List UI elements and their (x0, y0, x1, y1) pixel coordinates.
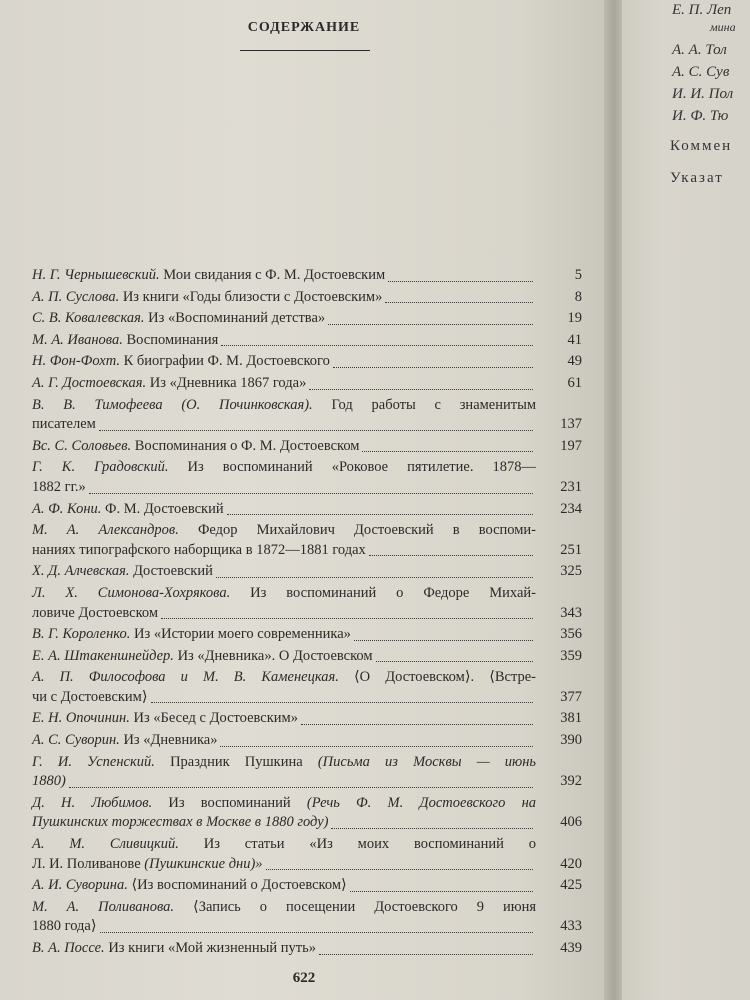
entry-subtitle-cont: 1880) (32, 773, 66, 790)
entry-author: А. П. Суслова. (32, 288, 120, 305)
table-of-contents (32, 266, 582, 961)
entry-page: 49 (567, 353, 582, 370)
entry-title: Из «Дневника 1867 года» (149, 374, 307, 391)
entry-author: Н. Г. Чернышевский. (32, 267, 160, 283)
book-page-right (622, 0, 750, 1000)
entry-title-cont: 1880 года⟩ (32, 918, 97, 935)
toc-entry[interactable] (32, 647, 582, 667)
entry-title: ⟨Запись о посещении Достоевского 9 июня (193, 898, 537, 915)
entry-page: 377 (560, 688, 582, 705)
entry-author: А. М. Сливицкий. (32, 836, 179, 853)
entry-title: ⟨О Достоевском⟩. ⟨Встре- (354, 669, 537, 686)
entry-author: Е. Н. Опочинин. (32, 710, 130, 727)
entry-title: Федор Михайлович Достоевский в воспоми- (197, 522, 537, 539)
entry-page: 197 (560, 437, 582, 454)
toc-entry[interactable] (32, 352, 582, 372)
entry-author: Г. И. Успенский. (32, 753, 155, 770)
entry-author: М. А. Александров. (32, 522, 179, 539)
entry-author: А. С. Суворин. (32, 732, 120, 749)
entry-page: 390 (560, 732, 582, 749)
entry-title: Из статьи «Из моих воспоминаний о (203, 836, 536, 853)
toc-entry[interactable] (32, 396, 582, 435)
toc-entry[interactable] (32, 753, 582, 792)
toc-entry[interactable] (32, 584, 582, 623)
entry-title-cont: наниях типографского наборщика в 1872—1881 годах (32, 541, 366, 558)
toc-entry[interactable] (32, 288, 582, 308)
entry-subtitle: (Речь Ф. М. Достоевского на (306, 794, 537, 811)
entry-page: 41 (567, 331, 582, 348)
toc-entry[interactable] (32, 625, 582, 645)
next-page-line: И. Ф. Тю (672, 108, 729, 124)
entry-page: 61 (567, 374, 582, 391)
entry-title: Из книги «Годы близости с Достоевским» (122, 288, 383, 305)
entry-author: В. В. Тимофеева (О. Починковская). (32, 396, 313, 413)
entry-title: Мои свидания с Ф. М. Достоевским (163, 267, 386, 283)
toc-entry[interactable] (32, 266, 582, 286)
toc-entry[interactable] (32, 374, 582, 394)
entry-author: С. В. Ковалевская. (32, 310, 145, 327)
entry-page: 8 (574, 288, 582, 305)
toc-entry[interactable] (32, 500, 582, 520)
entry-title-cont: писателем (32, 416, 96, 433)
entry-title-cont: ловиче Достоевском (32, 604, 159, 621)
entry-subtitle: (Письма из Москвы — июнь (317, 753, 537, 770)
entry-title: Ф. М. Достоевский (105, 500, 224, 517)
entry-author: Е. А. Штакеншнейдер. (32, 647, 174, 664)
toc-entry[interactable] (32, 876, 582, 896)
next-page-line: И. И. Пол (672, 86, 734, 102)
entry-title: ⟨Из воспоминаний о Достоевском⟩ (131, 877, 347, 894)
entry-page: 356 (560, 626, 582, 643)
toc-entry[interactable] (32, 939, 582, 959)
toc-entry[interactable] (32, 835, 582, 874)
toc-entry[interactable] (32, 331, 582, 351)
entry-page: 251 (560, 541, 582, 558)
entry-author: Л. Х. Симонова-Хохрякова. (32, 584, 231, 601)
toc-entry[interactable] (32, 898, 582, 937)
entry-author: Г. К. Градовский. (32, 459, 169, 476)
entry-page: 231 (560, 478, 582, 495)
entry-author: М. А. Поливанова. (32, 898, 175, 915)
entry-title: К биографии Ф. М. Достоевского (123, 353, 330, 370)
entry-title-cont: 1882 гг.» (32, 478, 86, 495)
entry-subtitle-cont: Пушкинских торжествах в Москве в 1880 году) (32, 814, 329, 831)
entry-page: 439 (560, 940, 582, 956)
toc-entry[interactable] (32, 709, 582, 729)
entry-page: 19 (567, 310, 582, 327)
entry-author: В. Г. Короленко. (32, 626, 131, 643)
entry-page: 137 (560, 416, 582, 433)
title-underline (240, 50, 370, 51)
entry-page: 343 (560, 604, 582, 621)
next-page-heading: Коммен (670, 138, 733, 154)
page-title: СОДЕРЖАНИЕ (247, 20, 361, 35)
entry-title: Из воспоминаний (168, 794, 291, 811)
toc-entry[interactable] (32, 521, 582, 560)
entry-page: 325 (560, 563, 582, 580)
entry-page: 420 (560, 855, 582, 872)
entry-title-cont: Л. И. Поливанове (32, 855, 141, 872)
page-number: 622 (292, 970, 316, 986)
toc-entry[interactable] (32, 731, 582, 751)
entry-author: В. А. Поссе. (32, 940, 105, 956)
next-page-line: Е. П. Леп (672, 2, 732, 18)
next-page-line: А. С. Сув (672, 64, 730, 80)
next-page-line: А. А. Тол (672, 42, 727, 58)
entry-author: А. Ф. Кони. (32, 500, 102, 517)
entry-title: Из «Бесед с Достоевским» (133, 710, 298, 727)
entry-title: Год работы с знаменитым (331, 396, 537, 413)
toc-entry[interactable] (32, 309, 582, 329)
entry-title: Из воспоминаний о Федоре Михай- (250, 584, 537, 601)
entry-title: Воспоминания (126, 331, 219, 348)
entry-title: Из книги «Мой жизненный путь» (108, 940, 317, 956)
entry-author: Д. Н. Любимов. (32, 794, 153, 811)
entry-page: 5 (574, 267, 582, 283)
toc-entry[interactable] (32, 794, 582, 833)
toc-entry[interactable] (32, 458, 582, 497)
toc-entry[interactable] (32, 668, 582, 707)
entry-author: А. Г. Достоевская. (32, 374, 147, 391)
entry-author: А. П. Философова и М. В. Каменецкая. (32, 669, 339, 686)
entry-subtitle-cont: (Пушкинские дни)» (144, 855, 263, 872)
entry-title: Из «Дневника». О Достоевском (177, 647, 373, 664)
next-page-heading: Указат (670, 170, 724, 186)
entry-page: 433 (560, 918, 582, 935)
entry-title: Из «Истории моего современника» (134, 626, 351, 643)
entry-title: Праздник Пушкина (170, 753, 303, 770)
next-page-line: мина (710, 20, 736, 34)
entry-author: Х. Д. Алчевская. (32, 563, 130, 580)
entry-page: 406 (560, 814, 582, 831)
toc-entry[interactable] (32, 562, 582, 582)
entry-page: 234 (560, 500, 582, 517)
entry-title-cont: чи с Достоевским⟩ (32, 688, 148, 705)
toc-entry[interactable] (32, 437, 582, 457)
entry-page: 425 (560, 877, 582, 894)
entry-title: Из «Дневника» (123, 732, 218, 749)
entry-author: А. И. Суворина. (32, 877, 128, 894)
entry-title: Достоевский (133, 563, 213, 580)
entry-page: 392 (560, 773, 582, 790)
entry-author: М. А. Иванова. (32, 331, 123, 348)
entry-title: Из воспоминаний «Роковое пятилетие. 1878— (187, 459, 536, 476)
entry-page: 359 (560, 647, 582, 664)
entry-title: Воспоминания о Ф. М. Достоевском (134, 437, 360, 454)
entry-page: 381 (560, 710, 582, 727)
entry-title: Из «Воспоминаний детства» (148, 310, 326, 327)
entry-author: Н. Фон-Фохт. (32, 353, 120, 370)
entry-author: Вс. С. Соловьев. (32, 437, 132, 454)
